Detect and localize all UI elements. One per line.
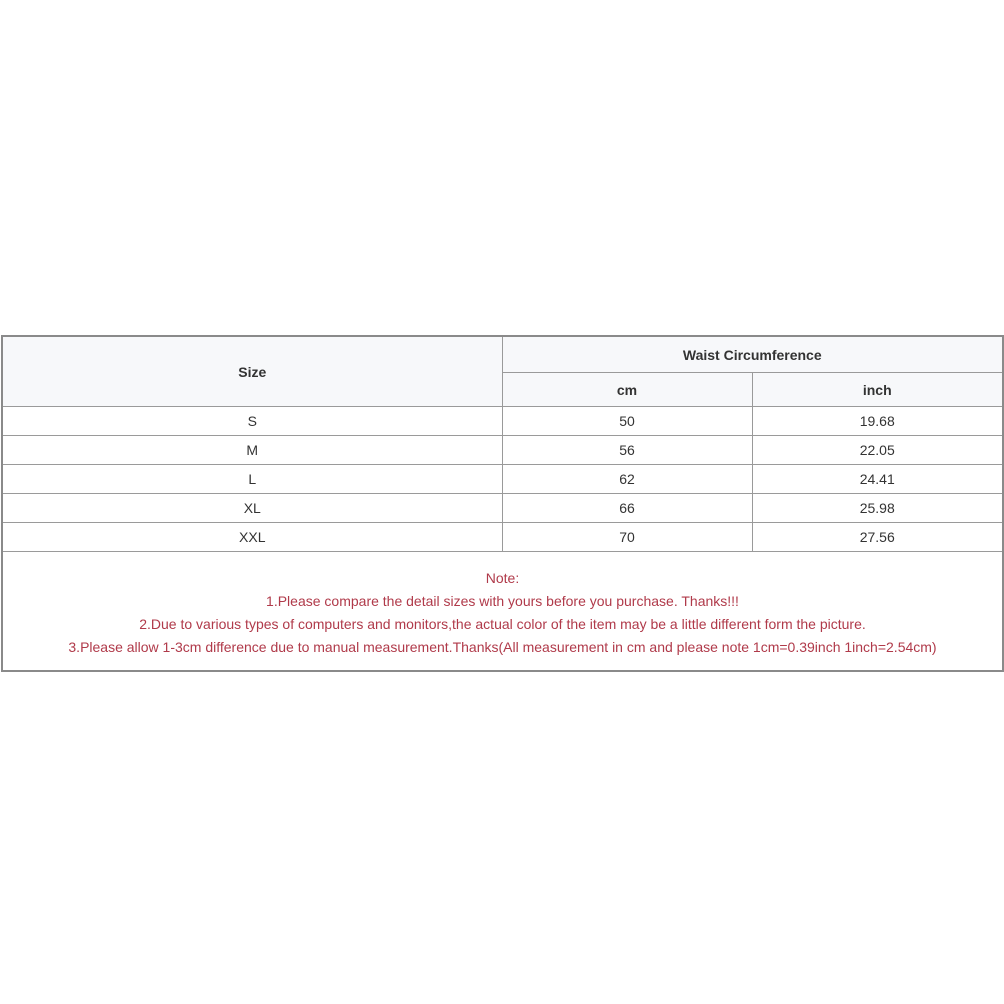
cm-cell: 70	[502, 523, 752, 552]
table-row	[2, 407, 1003, 436]
size-chart-table	[1, 335, 1004, 672]
note-line-3: 3.Please allow 1-3cm difference due to manual measurement.Thanks(All measurement in cm and please note 1cm=0.39inch 1inch=2.54cm)	[68, 639, 937, 655]
inch-cell: 19.68	[752, 407, 1003, 436]
cm-cell: 62	[502, 465, 752, 494]
inch-column-header: inch	[752, 373, 1003, 407]
table-row	[2, 436, 1003, 465]
inch-cell: 27.56	[752, 523, 1003, 552]
inch-cell: 24.41	[752, 465, 1003, 494]
waist-circumference-header: Waist Circumference	[502, 336, 1003, 373]
inch-cell: 22.05	[752, 436, 1003, 465]
note-line-1: 1.Please compare the detail sizes with yours before you purchase. Thanks!!!	[266, 593, 739, 609]
note-line-2: 2.Due to various types of computers and monitors,the actual color of the item may be a little different form the picture.	[139, 616, 866, 632]
table-row	[2, 523, 1003, 552]
size-cell: S	[2, 407, 502, 436]
note-row	[2, 552, 1003, 672]
table-header-row	[2, 336, 1003, 373]
size-cell: XXL	[2, 523, 502, 552]
table-row	[2, 465, 1003, 494]
size-cell: L	[2, 465, 502, 494]
note-title: Note:	[485, 570, 520, 586]
cm-column-header: cm	[502, 373, 752, 407]
note-cell	[2, 552, 1003, 672]
size-cell: XL	[2, 494, 502, 523]
table-row	[2, 494, 1003, 523]
cm-cell: 56	[502, 436, 752, 465]
size-column-header: Size	[2, 336, 502, 407]
inch-cell: 25.98	[752, 494, 1003, 523]
cm-cell: 50	[502, 407, 752, 436]
size-cell: M	[2, 436, 502, 465]
cm-cell: 66	[502, 494, 752, 523]
